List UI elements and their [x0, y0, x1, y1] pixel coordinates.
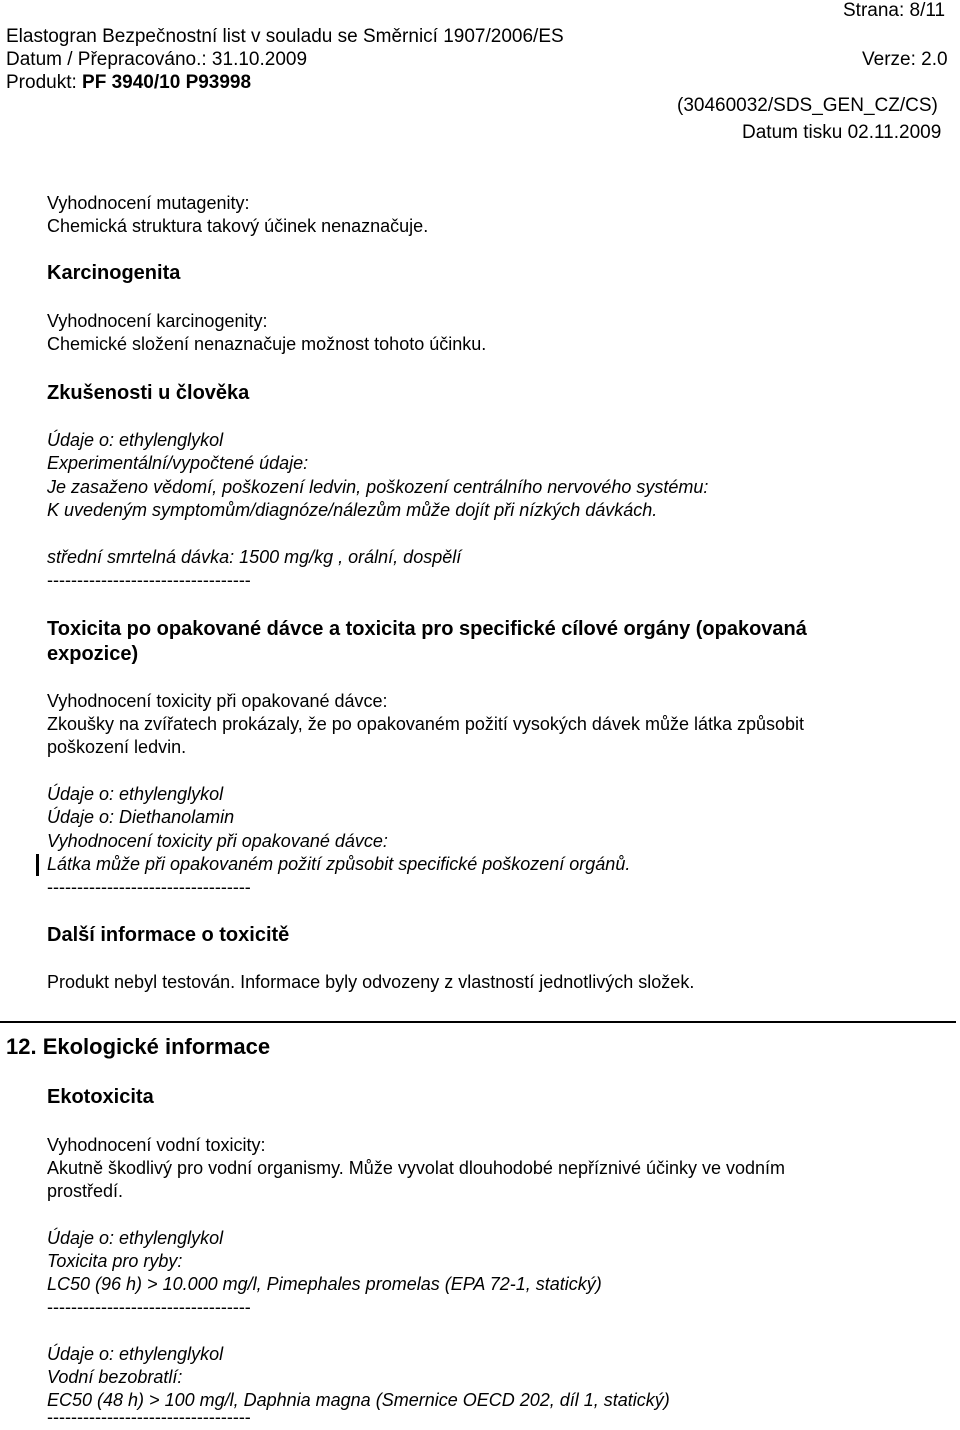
- repeated-dose-heading-line1: Toxicita po opakované dávce a toxicita pro specifické cílové orgány (opakovaná: [47, 618, 807, 640]
- repeated-label2: Vyhodnocení toxicity při opakované dávce:: [47, 831, 388, 851]
- human-source: Údaje o: ethylenglykol: [47, 430, 224, 450]
- repeated-dose-heading-line2: expozice): [47, 643, 139, 665]
- print-date: Datum tisku 02.11.2009: [742, 122, 942, 143]
- aquatic-toxicity-text-line2: prostředí.: [47, 1181, 124, 1201]
- repeated-dose-label: Vyhodnocení toxicity při opakované dávce:: [47, 691, 388, 711]
- ecotoxicity-heading: Ekotoxicita: [47, 1086, 154, 1108]
- version-label: Verze: 2.0: [862, 49, 948, 70]
- revision-change-bar: [36, 854, 39, 876]
- fish-source: Údaje o: ethylenglykol: [47, 1228, 224, 1248]
- repeated-text2: Látka může při opakovaném požití způsobit specifické poškození orgánů.: [47, 854, 631, 874]
- karcinogenita-label: Vyhodnocení karcinogenity:: [47, 311, 268, 331]
- karcinogenita-text: Chemické složení nenaznačuje možnost tohoto účinku.: [47, 334, 487, 354]
- repeated-source1: Údaje o: ethylenglykol: [47, 784, 224, 804]
- fish-label: Toxicita pro ryby:: [47, 1251, 183, 1271]
- mutagenity-label: Vyhodnocení mutagenity:: [47, 193, 250, 213]
- further-info-heading: Další informace o toxicitě: [47, 924, 290, 946]
- repeated-dose-text-line2: poškození ledvin.: [47, 737, 187, 757]
- mutagenity-text: Chemická struktura takový účinek nenaznačuje.: [47, 216, 429, 236]
- section-12-heading: 12. Ekologické informace: [6, 1034, 271, 1059]
- human-label: Experimentální/vypočtené údaje:: [47, 453, 309, 473]
- human-experience-heading: Zkušenosti u člověka: [47, 382, 250, 404]
- invertebrate-label: Vodní bezobratlí:: [47, 1367, 183, 1387]
- fish-value: LC50 (96 h) > 10.000 mg/l, Pimephales promelas (EPA 72-1, statický): [47, 1274, 602, 1294]
- repeated-dose-text-line1: Zkoušky na zvířatech prokázaly, že po opakovaném požití vysokých dávek může látka způsobit: [47, 714, 805, 734]
- repeated-source2: Údaje o: Diethanolamin: [47, 807, 235, 827]
- human-text-line1: Je zasaženo vědomí, poškození ledvin, poškození centrálního nervového systému:: [47, 477, 709, 497]
- human-text-line2: K uvedeným symptomům/diagnóze/nálezům může dojít při nízkých dávkách.: [47, 500, 658, 520]
- separator: ----------------------------------: [47, 1407, 251, 1427]
- karcinogenita-heading: Karcinogenita: [47, 262, 181, 284]
- document-title: Elastogran Bezpečnostní list v souladu se Směrnicí 1907/2006/ES: [6, 26, 564, 47]
- product-label: Produkt:: [6, 72, 77, 93]
- document-code: (30460032/SDS_GEN_CZ/CS): [677, 95, 938, 116]
- aquatic-toxicity-label: Vyhodnocení vodní toxicity:: [47, 1135, 266, 1155]
- section-divider: [0, 1021, 956, 1023]
- revision-date: Datum / Přepracováno.: 31.10.2009: [6, 49, 308, 70]
- invertebrate-source: Údaje o: ethylenglykol: [47, 1344, 224, 1364]
- invertebrate-value: EC50 (48 h) > 100 mg/l, Daphnia magna (Smernice OECD 202, díl 1, statický): [47, 1390, 670, 1410]
- separator: ----------------------------------: [47, 877, 251, 897]
- aquatic-toxicity-text-line1: Akutně škodlivý pro vodní organismy. Může vyvolat dlouhodobé nepříznivé účinky ve vodním: [47, 1158, 786, 1178]
- separator: ----------------------------------: [47, 570, 251, 590]
- further-info-text: Produkt nebyl testován. Informace byly odvozeny z vlastností jednotlivých složek.: [47, 972, 695, 992]
- lethal-dose: střední smrtelná dávka: 1500 mg/kg , orální, dospělí: [47, 547, 462, 567]
- product-line: [6, 72, 251, 94]
- product-name: PF 3940/10 P93998: [82, 72, 252, 93]
- page-number: Strana: 8/11: [843, 0, 946, 21]
- separator: ----------------------------------: [47, 1297, 251, 1317]
